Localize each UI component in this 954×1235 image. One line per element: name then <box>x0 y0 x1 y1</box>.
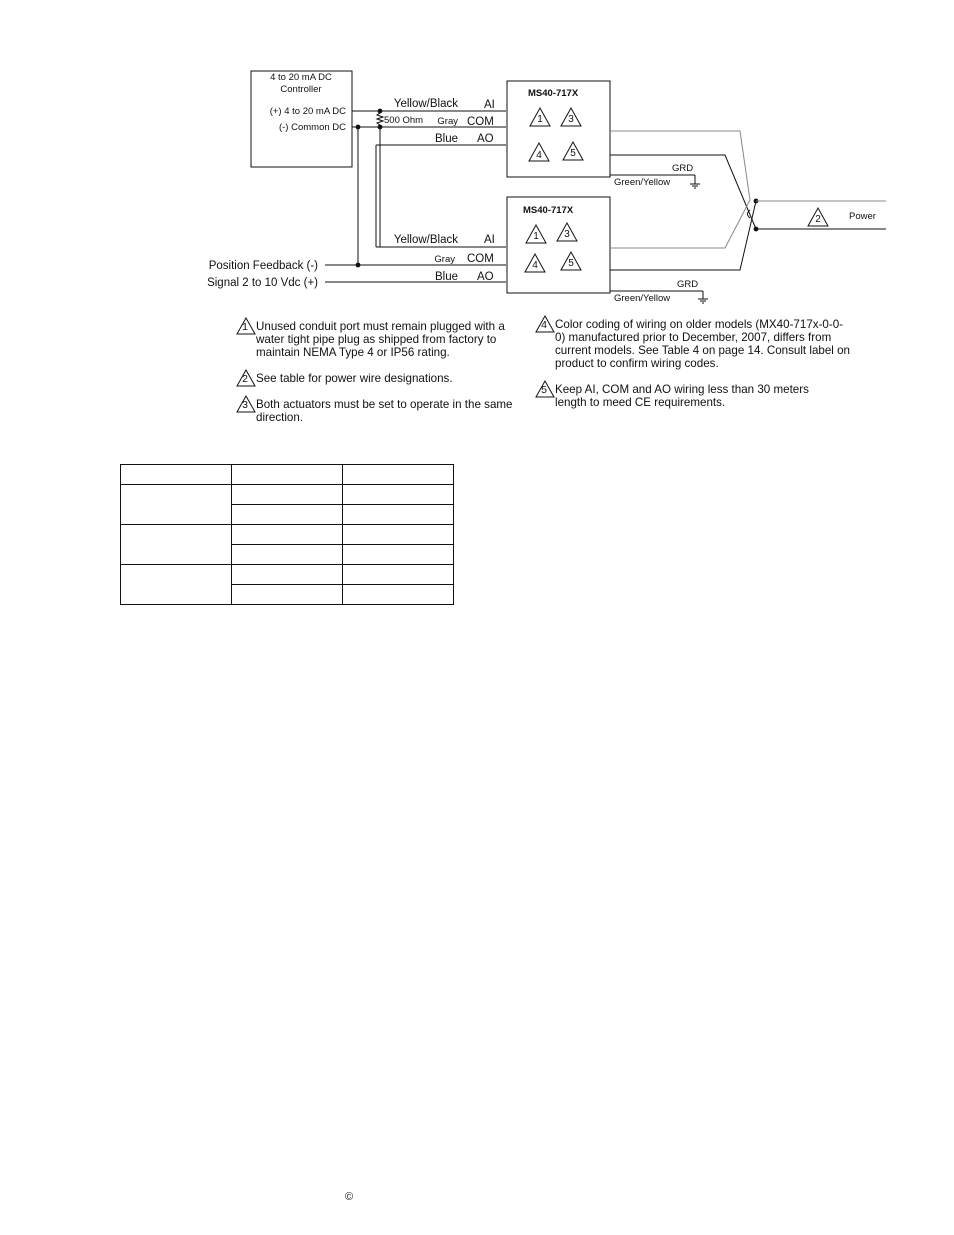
note-5 <box>535 383 865 411</box>
controller-minus-label: (-) Common DC <box>278 122 346 133</box>
table-cell <box>232 545 343 565</box>
table-row <box>121 485 454 505</box>
act1-ai-terminal: AI <box>484 99 495 111</box>
act1-blue-label: Blue <box>434 133 458 145</box>
svg-text:2: 2 <box>815 214 821 225</box>
note-1-text: Unused conduit port must remain plugged with a water tight pipe plug as shipped from factory to maintain NEMA Type 4 or IP56 rating. <box>256 320 505 359</box>
table-header-cell <box>343 465 454 485</box>
power-wire-a2 <box>610 200 750 248</box>
table-cell <box>343 505 454 525</box>
note-3-text: Both actuators must be set to operate in the same direction. <box>256 398 513 424</box>
power-wire-table <box>120 464 454 605</box>
resistor-label: 500 Ohm <box>384 115 424 126</box>
act2-yellow-black-label: Yellow/Black <box>393 234 458 246</box>
svg-text:1: 1 <box>533 231 539 242</box>
power-label: Power <box>849 211 876 222</box>
table-cell <box>232 525 343 545</box>
act2-ao-terminal: AO <box>477 271 494 283</box>
table-cell <box>343 585 454 605</box>
act2-blue-label: Blue <box>434 271 458 283</box>
table-row <box>121 525 454 545</box>
table-cell <box>343 485 454 505</box>
act2-grd-label: GRD <box>677 279 699 290</box>
act1-gray-label: Gray <box>437 116 458 127</box>
warning-triangle-icon: 5 <box>535 380 555 398</box>
copyright-symbol: © <box>345 1191 354 1203</box>
svg-text:3: 3 <box>568 114 574 125</box>
controller-title-line2: Controller <box>280 84 322 95</box>
act1-grd-label: GRD <box>672 163 694 174</box>
act1-yellow-black-label: Yellow/Black <box>393 98 458 110</box>
act1-ground-wire-label: Green/Yellow <box>614 177 671 188</box>
power-marker-2 <box>808 208 828 226</box>
table-header-cell <box>232 465 343 485</box>
act2-gray-label: Gray <box>434 254 455 265</box>
table-cell <box>232 585 343 605</box>
controller-plus-label: (+) 4 to 20 mA DC <box>269 106 346 117</box>
warning-triangle-icon: 3 <box>236 395 256 413</box>
table-header-row <box>121 465 454 485</box>
table-cell <box>232 505 343 525</box>
svg-text:1: 1 <box>537 114 543 125</box>
controller-title-line1: 4 to 20 mA DC <box>270 72 332 83</box>
table-row <box>121 565 454 585</box>
note-5-text: Keep AI, COM and AO wiring less than 30 meters length to meed CE requirements. <box>555 383 809 409</box>
actuator-1-title: MS40-717X <box>528 88 579 99</box>
position-feedback-label: Position Feedback (-) <box>208 260 318 272</box>
svg-text:4: 4 <box>536 150 542 161</box>
note-2-text: See table for power wire designations. <box>256 372 453 385</box>
warning-triangle-icon: 1 <box>236 317 256 335</box>
table-cell <box>121 485 232 525</box>
table-cell <box>232 565 343 585</box>
table-cell <box>121 565 232 605</box>
svg-text:5: 5 <box>570 148 576 159</box>
table-cell <box>232 485 343 505</box>
svg-text:3: 3 <box>564 229 570 240</box>
power-wire-b2 <box>610 201 756 270</box>
note-3 <box>236 398 536 426</box>
warning-triangle-icon: 4 <box>535 315 555 333</box>
act1-ao-terminal: AO <box>477 133 494 145</box>
svg-text:5: 5 <box>568 258 574 269</box>
note-1 <box>236 320 536 362</box>
actuator-2-title: MS40-717X <box>523 205 574 216</box>
note-2 <box>236 372 536 388</box>
signal-label: Signal 2 to 10 Vdc (+) <box>207 277 318 289</box>
table-cell <box>343 525 454 545</box>
note-4 <box>535 318 865 374</box>
act2-ai-terminal: AI <box>484 234 495 246</box>
table-cell <box>343 545 454 565</box>
table-header-cell <box>121 465 232 485</box>
warning-triangle-icon: 2 <box>236 369 256 387</box>
table-cell <box>343 565 454 585</box>
note-4-text: Color coding of wiring on older models (MX40-717x-0-0-0) manufactured prior to December, 2007, differs from current models. See Table 4 on page 14. Consult label on product to confirm wiring codes. <box>555 318 850 370</box>
resistor-symbol <box>377 111 383 127</box>
act1-com-terminal: COM <box>467 116 494 128</box>
wiring-diagram <box>0 0 954 320</box>
svg-text:4: 4 <box>532 260 538 271</box>
table-cell <box>121 525 232 565</box>
act2-com-terminal: COM <box>467 253 494 265</box>
junction-dot <box>356 263 361 268</box>
act2-ground-wire-label: Green/Yellow <box>614 293 671 304</box>
